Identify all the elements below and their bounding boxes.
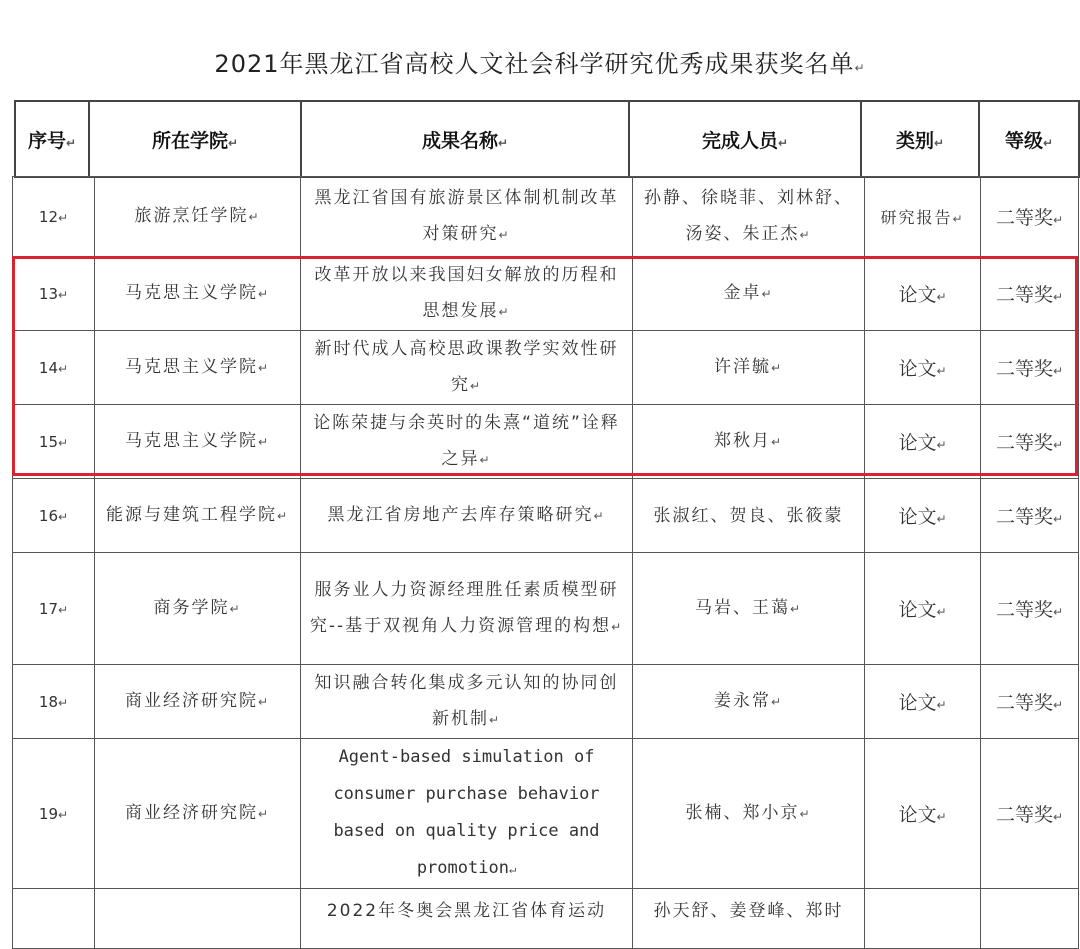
row-title: Agent-based simulation of consumer purchase behavior based on quality price and promotion↵ [301,739,633,889]
row-grade: 二等奖↵ [981,331,1079,405]
row-college: 商务学院↵ [95,553,301,665]
row-num [13,889,95,949]
row-college: 马克思主义学院↵ [95,331,301,405]
row-title: 改革开放以来我国妇女解放的历程和思想发展↵ [301,257,633,331]
awards-table [12,176,1079,949]
row-num: 15↵ [13,405,95,479]
row-grade: 二等奖↵ [981,257,1079,331]
row-type: 研究报告↵ [865,177,981,257]
row-title: 服务业人力资源经理胜任素质模型研究--基于双视角人力资源管理的构想↵ [301,553,633,665]
header-people: 完成人员↵ [629,101,861,177]
row-people: 马岩、王蔼↵ [633,553,865,665]
row-grade: 二等奖↵ [981,665,1079,739]
row-num: 18↵ [13,665,95,739]
row-college: 马克思主义学院↵ [95,405,301,479]
row-title: 新时代成人高校思政课教学实效性研究↵ [301,331,633,405]
row-num: 14↵ [13,331,95,405]
table-row [13,331,1079,405]
row-people: 张楠、郑小京↵ [633,739,865,889]
row-people: 孙静、徐晓菲、刘林舒、汤姿、朱正杰↵ [633,177,865,257]
row-college: 商业经济研究院↵ [95,665,301,739]
row-grade: 二等奖↵ [981,405,1079,479]
table-row [13,177,1079,257]
row-people: 张淑红、贺良、张筱蒙 [633,479,865,553]
table-row [13,257,1079,331]
row-title: 黑龙江省国有旅游景区体制机制改革对策研究↵ [301,177,633,257]
table-row [13,553,1079,665]
row-type: 论文↵ [865,257,981,331]
row-num: 12↵ [13,177,95,257]
row-num: 16↵ [13,479,95,553]
table-row [13,479,1079,553]
row-grade: 二等奖↵ [981,479,1079,553]
table-row [13,889,1079,949]
row-num: 17↵ [13,553,95,665]
header-type: 类别↵ [861,101,979,177]
table-row [13,405,1079,479]
row-num: 13↵ [13,257,95,331]
row-type [865,889,981,949]
row-people: 金卓↵ [633,257,865,331]
table-header [14,100,1080,178]
row-grade: 二等奖↵ [981,177,1079,257]
row-type: 论文↵ [865,331,981,405]
row-people: 郑秋月↵ [633,405,865,479]
row-title: 黑龙江省房地产去库存策略研究↵ [301,479,633,553]
row-people: 姜永常↵ [633,665,865,739]
row-people: 许洋毓↵ [633,331,865,405]
row-title: 论陈荣捷与余英时的朱熹“道统”诠释之异↵ [301,405,633,479]
document-title: 2021年黑龙江省高校人文社会科学研究优秀成果获奖名单↵ [214,50,866,78]
header-college: 所在学院↵ [89,101,301,177]
row-grade: 二等奖↵ [981,739,1079,889]
row-num: 19↵ [13,739,95,889]
row-type: 论文↵ [865,553,981,665]
row-grade [981,889,1079,949]
table-row [13,665,1079,739]
row-college: 旅游烹饪学院↵ [95,177,301,257]
header-title: 成果名称↵ [301,101,629,177]
row-college: 能源与建筑工程学院↵ [95,479,301,553]
row-type: 论文↵ [865,739,981,889]
row-college [95,889,301,949]
row-college: 商业经济研究院↵ [95,739,301,889]
table-row [13,739,1079,889]
row-college: 马克思主义学院↵ [95,257,301,331]
header-seq: 序号↵ [15,101,89,177]
row-people: 孙天舒、姜登峰、郑时 [633,889,865,949]
row-type: 论文↵ [865,405,981,479]
row-title: 知识融合转化集成多元认知的协同创新机制↵ [301,665,633,739]
row-title: 2022年冬奥会黑龙江省体育运动 [301,889,633,949]
row-type: 论文↵ [865,479,981,553]
header-grade: 等级↵ [979,101,1079,177]
row-type: 论文↵ [865,665,981,739]
row-grade: 二等奖↵ [981,553,1079,665]
